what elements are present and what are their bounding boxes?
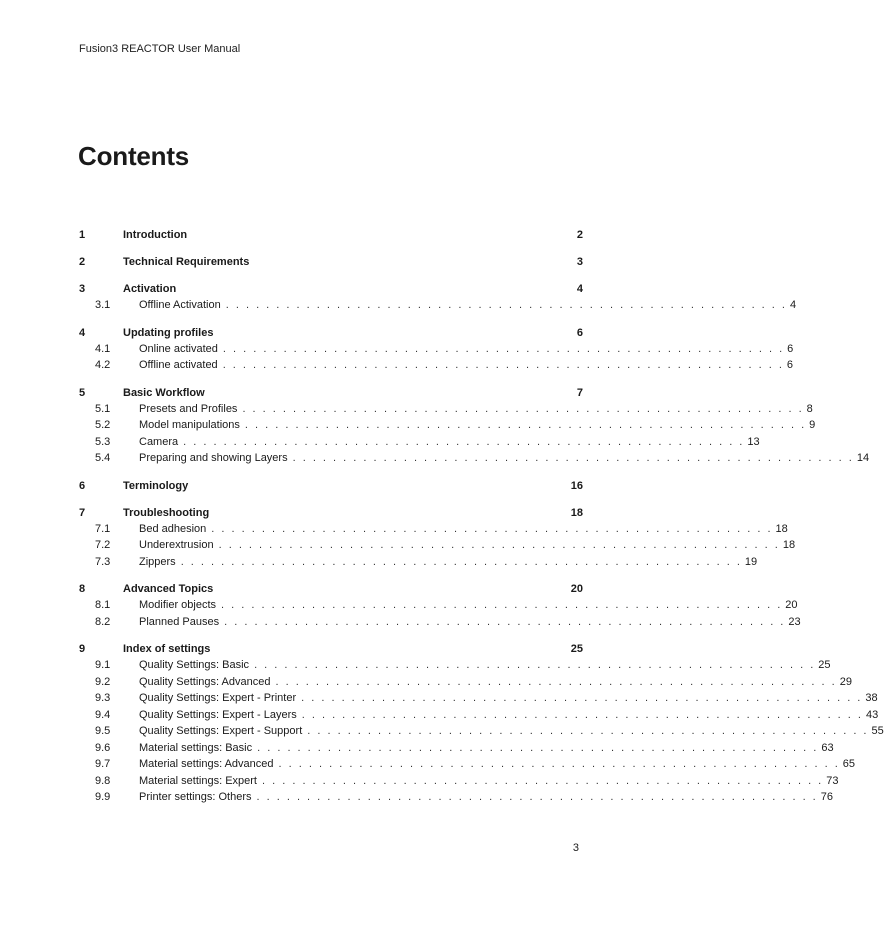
section-page: 73	[826, 774, 839, 787]
section-page: 13	[747, 435, 760, 448]
dot-leader: . . . . . . . . . . . . . . . . . . . . . . . . . . . . . . . . . . . . . . . . . . . . . . . . . . . . . . . .	[254, 659, 816, 671]
section-page: 9	[809, 419, 816, 431]
toc-section[interactable]	[79, 723, 884, 740]
chapter-title: Technical Requirements	[123, 256, 250, 268]
toc-section[interactable]	[79, 756, 856, 773]
section-number: 5.4	[95, 452, 111, 464]
chapter-number: 1	[79, 229, 86, 241]
toc-section[interactable]	[79, 357, 794, 374]
dot-leader: . . . . . . . . . . . . . . . . . . . . . . . . . . . . . . . . . . . . . . . . . . . . . . . . . . . . . . . .	[244, 419, 807, 431]
section-title: Quality Settings: Advanced	[139, 675, 271, 688]
chapter-title: Activation	[123, 283, 177, 295]
dot-leader: . . . . . . . . . . . . . . . . . . . . . . . . . . . . . . . . . . . . . . . . . . . . . . . . . . . . . . . .	[225, 299, 787, 311]
chapter-title: Index of settings	[123, 643, 211, 655]
section-title: Modifier objects	[139, 599, 217, 611]
toc-section[interactable]	[79, 297, 797, 314]
section-number: 9.6	[95, 741, 111, 754]
section-number: 5.1	[95, 402, 111, 415]
dot-leader: . . . . . . . . . . . . . . . . . . . . . . . . . . . . . . . . . . . . . . . . . . . . . . . . . . . . . . . .	[224, 615, 786, 628]
section-number: 5.3	[95, 435, 111, 448]
dot-leader: . . . . . . . . . . . . . . . . . . . . . . . . . . . . . . . . . . . . . . . . . . . . . . . . . . . . . . . .	[301, 692, 863, 704]
section-title: Offline Activation	[139, 299, 221, 311]
section-number: 9.9	[95, 791, 111, 803]
dot-leader: . . . . . . . . . . . . . . . . . . . . . . . . . . . . . . . . . . . . . . . . . . . . . . . . . . . . . . . .	[180, 555, 742, 568]
dot-leader: . . . . . . . . . . . . . . . . . . . . . . . . . . . . . . . . . . . . . . . . . . . . . . . . . . . . . . . .	[307, 725, 869, 737]
section-number: 9.7	[95, 758, 111, 770]
toc-section[interactable]	[79, 789, 833, 806]
section-title: Quality Settings: Expert - Printer	[139, 692, 297, 704]
dot-leader: . . . . . . . . . . . . . . . . . . . . . . . . . . . . . . . . . . . . . . . . . . . . . . . . . . . . . . . .	[183, 435, 745, 448]
section-page: 76	[820, 791, 833, 803]
toc-section[interactable]	[79, 450, 870, 467]
dot-leader: . . . . . . . . . . . . . . . . . . . . . . . . . . . . . . . . . . . . . . . . . . . . . . . . . . . . . . . .	[218, 539, 780, 551]
section-page: 23	[788, 615, 801, 628]
toc-chapter[interactable]	[79, 385, 583, 401]
section-title: Zippers	[139, 555, 176, 568]
running-header: Fusion3 REACTOR User Manual	[79, 43, 241, 55]
page-title: Contents	[78, 141, 190, 171]
section-number: 7.1	[95, 522, 111, 535]
chapter-title: Introduction	[123, 229, 188, 241]
chapter-number: 3	[79, 283, 86, 295]
section-number: 9.3	[95, 692, 111, 704]
dot-leader: . . . . . . . . . . . . . . . . . . . . . . . . . . . . . . . . . . . . . . . . . . . . . . . . . . . . . . . .	[211, 522, 773, 535]
section-page: 29	[839, 675, 852, 688]
section-number: 5.2	[95, 419, 111, 431]
chapter-page: 25	[570, 643, 583, 655]
dot-leader: . . . . . . . . . . . . . . . . . . . . . . . . . . . . . . . . . . . . . . . . . . . . . . . . . . . . . . . .	[222, 359, 784, 371]
section-page: 18	[782, 539, 796, 551]
dot-leader: . . . . . . . . . . . . . . . . . . . . . . . . . . . . . . . . . . . . . . . . . . . . . . . . . . . . . . . .	[301, 708, 863, 721]
section-title: Preparing and showing Layers	[139, 452, 288, 464]
chapter-title: Terminology	[123, 479, 189, 492]
section-title: Model manipulations	[139, 419, 240, 431]
chapter-page: 18	[570, 506, 583, 519]
chapter-page: 2	[576, 229, 583, 241]
toc-chapter[interactable]	[79, 325, 583, 341]
section-number: 9.5	[95, 725, 111, 737]
chapter-page: 4	[576, 283, 583, 295]
chapter-page: 7	[576, 386, 583, 399]
chapter-number: 6	[79, 479, 86, 492]
dot-leader: . . . . . . . . . . . . . . . . . . . . . . . . . . . . . . . . . . . . . . . . . . . . . . . . . . . . . . . .	[242, 402, 804, 415]
section-title: Material settings: Basic	[139, 741, 253, 754]
section-title: Material settings: Advanced	[139, 758, 274, 770]
toc-section[interactable]	[79, 674, 852, 691]
chapter-number: 9	[79, 643, 86, 655]
chapter-number: 2	[79, 256, 86, 268]
chapter-number: 8	[79, 583, 86, 595]
section-title: Planned Pauses	[139, 615, 220, 628]
chapter-number: 5	[79, 386, 86, 399]
section-page: 4	[789, 299, 797, 311]
section-number: 9.8	[95, 774, 111, 787]
toc-section[interactable]	[79, 401, 813, 418]
section-title: Offline activated	[139, 359, 218, 371]
page-number: 3	[572, 842, 579, 854]
section-page: 63	[821, 741, 834, 754]
section-page: 55	[871, 725, 884, 737]
section-title: Quality Settings: Basic	[139, 659, 250, 671]
section-title: Underextrusion	[139, 539, 214, 551]
section-number: 9.1	[95, 659, 111, 671]
chapter-number: 7	[79, 506, 86, 519]
dot-leader: . . . . . . . . . . . . . . . . . . . . . . . . . . . . . . . . . . . . . . . . . . . . . . . . . . . . . . . .	[262, 774, 824, 787]
section-page: 6	[787, 342, 794, 355]
table-of-contents	[79, 227, 884, 806]
section-page: 20	[785, 599, 798, 611]
dot-leader: . . . . . . . . . . . . . . . . . . . . . . . . . . . . . . . . . . . . . . . . . . . . . . . . . . . . . . . .	[275, 675, 837, 688]
section-page: 18	[775, 522, 788, 535]
toc-chapter[interactable]	[79, 478, 583, 494]
toc-section[interactable]	[79, 554, 758, 571]
chapter-number: 4	[79, 326, 86, 339]
section-page: 6	[786, 359, 794, 371]
toc-section[interactable]	[79, 657, 831, 674]
dot-leader: . . . . . . . . . . . . . . . . . . . . . . . . . . . . . . . . . . . . . . . . . . . . . . . . . . . . . . . .	[278, 758, 840, 770]
toc-section[interactable]	[79, 773, 839, 790]
toc-section[interactable]	[79, 417, 816, 434]
section-number: 7.3	[95, 555, 111, 568]
toc-section[interactable]	[79, 614, 801, 631]
chapter-title: Basic Workflow	[123, 386, 205, 399]
chapter-page: 20	[570, 583, 583, 595]
section-title: Quality Settings: Expert - Support	[139, 725, 303, 737]
toc-chapter[interactable]	[79, 227, 583, 243]
section-title: Printer settings: Others	[139, 791, 252, 803]
toc-section[interactable]	[79, 341, 794, 358]
section-page: 14	[856, 452, 870, 464]
toc-section[interactable]	[79, 521, 788, 538]
section-number: 9.4	[95, 708, 111, 721]
toc-section[interactable]	[79, 690, 878, 707]
section-title: Material settings: Expert	[139, 774, 257, 787]
toc-chapter[interactable]	[79, 254, 583, 270]
dot-leader: . . . . . . . . . . . . . . . . . . . . . . . . . . . . . . . . . . . . . . . . . . . . . . . . . . . . . . . .	[222, 342, 785, 355]
section-title: Presets and Profiles	[139, 402, 238, 415]
section-title: Online activated	[139, 342, 218, 355]
section-number: 4.1	[95, 342, 111, 355]
section-number: 4.2	[95, 359, 111, 371]
section-page: 43	[865, 708, 879, 721]
dot-leader: . . . . . . . . . . . . . . . . . . . . . . . . . . . . . . . . . . . . . . . . . . . . . . . . . . . . . . . .	[256, 791, 818, 803]
toc-section[interactable]	[79, 434, 760, 451]
chapter-title: Troubleshooting	[123, 506, 210, 519]
toc-chapter[interactable]	[79, 281, 583, 297]
toc-section[interactable]	[79, 740, 834, 757]
section-number: 9.2	[95, 675, 111, 688]
section-title: Quality Settings: Expert - Layers	[139, 708, 297, 721]
chapter-page: 16	[570, 479, 583, 492]
section-page: 19	[744, 555, 758, 568]
section-number: 8.1	[95, 599, 111, 611]
section-number: 3.1	[95, 299, 111, 311]
toc-chapter[interactable]	[79, 641, 583, 657]
toc-chapter[interactable]	[79, 505, 583, 521]
section-number: 8.2	[95, 615, 111, 628]
section-title: Camera	[139, 435, 179, 448]
section-page: 65	[842, 758, 856, 770]
section-page: 38	[865, 692, 878, 704]
section-page: 8	[806, 402, 813, 415]
section-page: 25	[818, 659, 831, 671]
toc-section[interactable]	[79, 707, 879, 724]
section-title: Bed adhesion	[139, 522, 207, 535]
dot-leader: . . . . . . . . . . . . . . . . . . . . . . . . . . . . . . . . . . . . . . . . . . . . . . . . . . . . . . . .	[221, 599, 783, 611]
dot-leader: . . . . . . . . . . . . . . . . . . . . . . . . . . . . . . . . . . . . . . . . . . . . . . . . . . . . . . . .	[257, 741, 819, 754]
chapter-title: Updating profiles	[123, 326, 214, 339]
dot-leader: . . . . . . . . . . . . . . . . . . . . . . . . . . . . . . . . . . . . . . . . . . . . . . . . . . . . . . . .	[292, 452, 854, 464]
section-number: 7.2	[95, 539, 111, 551]
toc-section[interactable]	[79, 537, 796, 554]
toc-chapter[interactable]	[79, 581, 583, 597]
chapter-page: 6	[576, 326, 583, 339]
chapter-page: 3	[576, 256, 583, 268]
toc-section[interactable]	[79, 597, 798, 614]
chapter-title: Advanced Topics	[123, 583, 214, 595]
